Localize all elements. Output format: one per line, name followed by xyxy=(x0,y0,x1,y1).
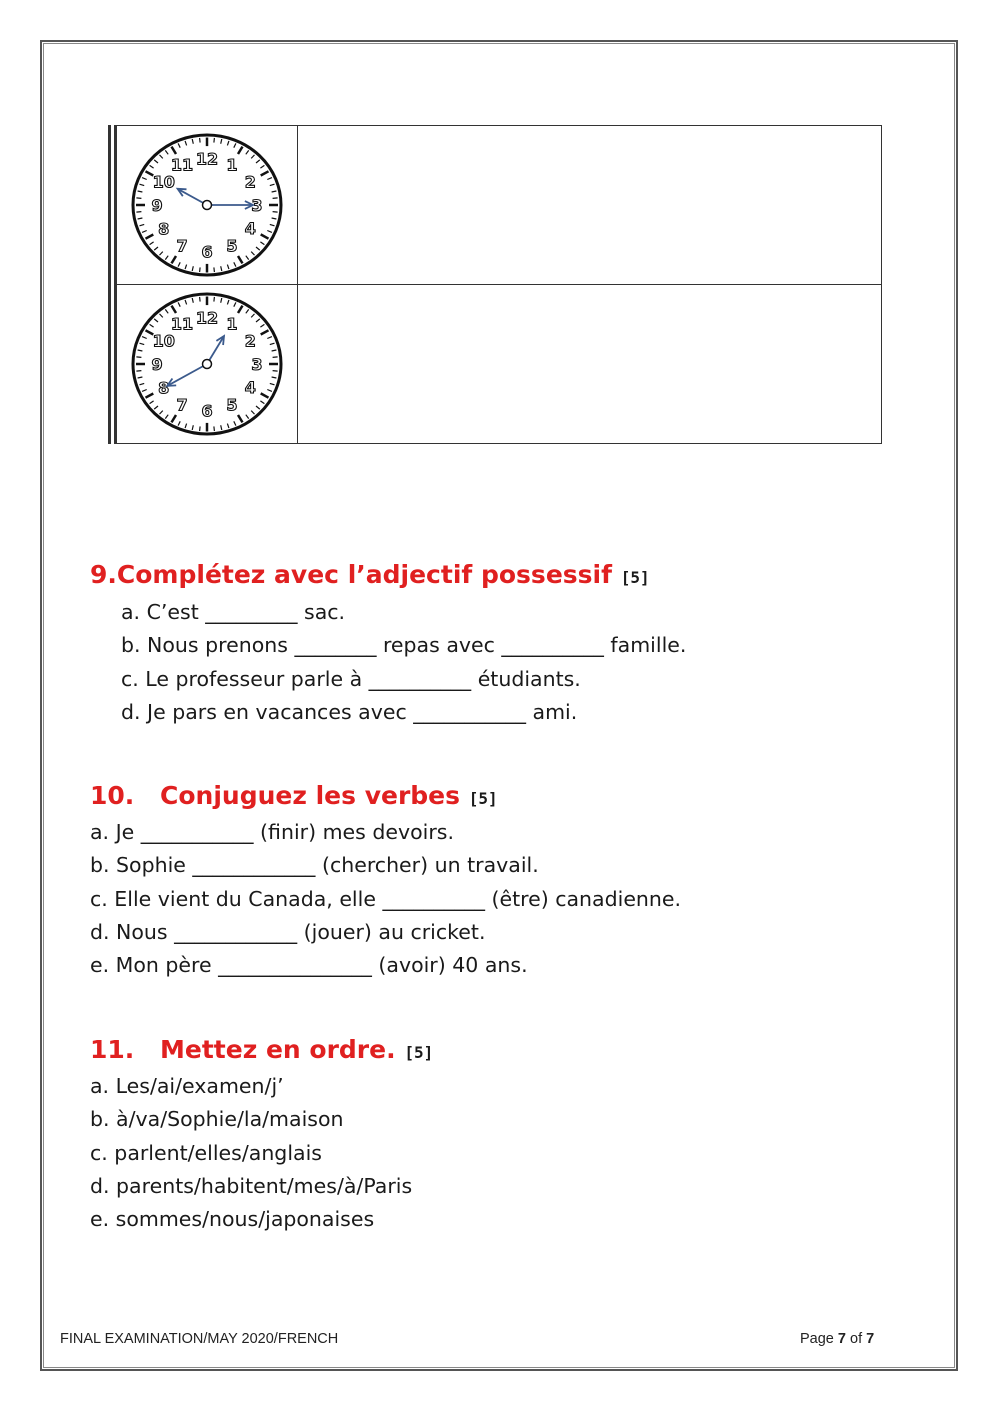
clock-number: 12 xyxy=(195,308,219,328)
clock-number: 8 xyxy=(158,378,170,398)
footer-exam-label: FINAL EXAMINATION/MAY 2020/FRENCH xyxy=(60,1331,339,1347)
q10-item-e: e. Mon père _______________ (avoir) 40 ans. xyxy=(90,953,528,978)
q9-item-d: d. Je pars en vacances avec ___________ ami. xyxy=(121,699,578,724)
q9-item-b: b. Nous prenons ________ repas avec __________ famille. xyxy=(121,633,687,658)
clock-number: 3 xyxy=(251,355,263,374)
question-11-heading: Mettez en ordre. xyxy=(160,1035,396,1064)
clock-number: 6 xyxy=(201,401,213,421)
q11-item-e: e. sommes/nous/japonaises xyxy=(90,1207,375,1232)
clock-number: 3 xyxy=(251,196,263,215)
clock-number: 9 xyxy=(151,355,163,374)
question-9-number: 9. xyxy=(90,560,117,589)
clock-row-2 xyxy=(113,285,882,444)
answer-cell-2[interactable] xyxy=(298,285,882,444)
question-9-marks: [5] xyxy=(620,568,650,587)
clock-center xyxy=(203,360,212,369)
question-10-marks: [5] xyxy=(468,789,498,808)
question-10-heading: Conjuguez les verbes xyxy=(160,781,461,810)
q9-item-c: c. Le professeur parle à __________ étudiants. xyxy=(121,666,581,691)
clock-tick xyxy=(136,357,141,358)
footer-page-current: 7 xyxy=(837,1331,846,1347)
q10-item-a: a. Je ___________ (finir) mes devoirs. xyxy=(90,820,454,844)
clock-tick xyxy=(200,267,201,272)
clock-cell-2 xyxy=(113,285,298,444)
q10-item-c: c. Elle vient du Canada, elle __________ (être) canadienne. xyxy=(90,886,682,911)
question-10-number: 10. xyxy=(90,781,135,810)
clock-tick xyxy=(136,212,141,213)
clock-number: 4 xyxy=(244,219,256,239)
question-11-number: 11. xyxy=(90,1035,135,1064)
clock-number: 5 xyxy=(226,236,238,256)
clock-number: 10 xyxy=(152,172,175,192)
footer-page-number xyxy=(800,1331,874,1347)
clock-tick xyxy=(273,198,278,199)
clock-number: 6 xyxy=(201,242,213,262)
clock-center xyxy=(203,201,212,210)
footer-page-of: of xyxy=(850,1331,863,1347)
clock-number: 5 xyxy=(226,395,238,415)
question-9 xyxy=(90,558,686,729)
question-11-title xyxy=(90,1033,433,1070)
clock-icon-950 xyxy=(127,130,287,280)
clock-number: 2 xyxy=(244,172,256,192)
question-10-title xyxy=(90,779,681,816)
question-11 xyxy=(90,1033,433,1236)
clock-tick xyxy=(200,138,201,143)
question-10 xyxy=(90,779,681,982)
clock-cell-1 xyxy=(113,126,298,285)
footer-page-total: 7 xyxy=(866,1331,875,1347)
clock-tick xyxy=(200,297,201,302)
clock-tick xyxy=(136,371,141,372)
clock-row-1 xyxy=(113,126,882,285)
q9-item-a: a. C’est _________ sac. xyxy=(121,600,346,624)
footer-page-prefix: Page xyxy=(800,1331,834,1347)
clock-number: 1 xyxy=(226,314,238,334)
q11-item-b: b. à/va/Sophie/la/maison xyxy=(90,1107,344,1132)
clock-number: 9 xyxy=(151,196,163,215)
clock-number: 7 xyxy=(176,236,188,256)
q11-item-d: d. parents/habitent/mes/à/Paris xyxy=(90,1173,413,1198)
clock-number: 7 xyxy=(176,395,188,415)
clock-tick xyxy=(136,198,141,199)
clock-number: 12 xyxy=(195,149,219,169)
answer-cell-1[interactable] xyxy=(298,126,882,285)
clock-tick xyxy=(214,138,215,143)
clock-icon-140 xyxy=(127,289,287,439)
question-11-marks: [5] xyxy=(404,1043,434,1062)
q11-item-a: a. Les/ai/examen/j’ xyxy=(90,1074,284,1098)
clock-number: 11 xyxy=(170,314,194,334)
q11-item-c: c. parlent/elles/anglais xyxy=(90,1140,322,1165)
clock-number: 4 xyxy=(244,378,256,398)
clock-number: 2 xyxy=(244,331,256,351)
question-9-heading: Complétez avec l’adjectif possessif xyxy=(116,560,612,589)
q10-item-d: d. Nous ____________ (jouer) au cricket. xyxy=(90,919,486,944)
clock-table xyxy=(108,125,882,444)
clock-number: 8 xyxy=(158,219,170,239)
clock-tick xyxy=(273,371,278,372)
clock-tick xyxy=(214,426,215,431)
clock-tick xyxy=(200,426,201,431)
clock-tick xyxy=(273,212,278,213)
question-9-title xyxy=(90,558,686,595)
q10-item-b: b. Sophie ____________ (chercher) un travail. xyxy=(90,853,539,878)
clock-number: 11 xyxy=(170,155,194,175)
clock-number: 1 xyxy=(226,155,238,175)
clock-tick xyxy=(214,297,215,302)
clock-number: 10 xyxy=(152,331,175,351)
clock-tick xyxy=(273,357,278,358)
clock-tick xyxy=(214,267,215,272)
